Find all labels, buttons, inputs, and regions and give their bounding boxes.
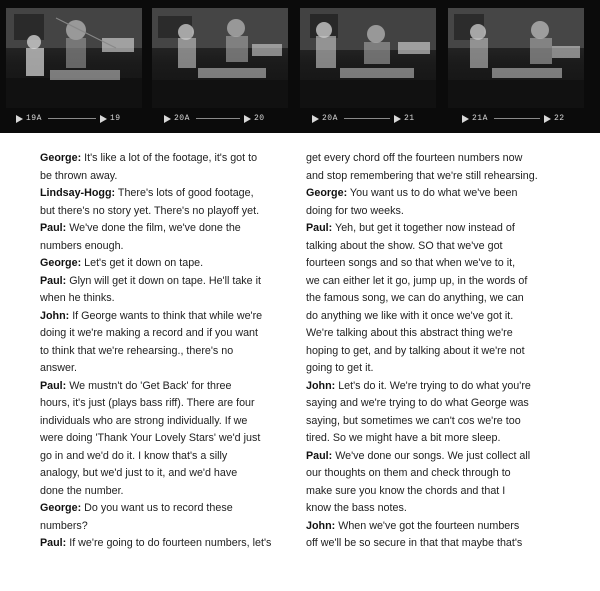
dialogue-text: doing it we're making a record and if you want — [40, 327, 259, 339]
dialogue-text: analogy, but we'd just to it, and we'd have — [40, 467, 238, 479]
dialogue-text: fourteen songs and so that when we've to it, — [306, 257, 516, 269]
transcript-line — [40, 413, 291, 431]
transcript-line — [40, 220, 291, 238]
transcript-line — [40, 378, 291, 396]
edge-label: 22 — [554, 114, 565, 123]
dialogue-text: were doing 'Thank Your Lovely Stars' we'd just — [40, 432, 261, 444]
transcript-line — [40, 483, 291, 501]
dialogue-text: We've done our songs. We just collect all — [332, 449, 531, 462]
dialogue-text: hours, it's just (plays bass riff). There are four — [40, 397, 255, 409]
transcript-line — [306, 308, 561, 326]
dialogue-text: tired. So we might have a bit more sleep. — [306, 432, 501, 444]
dialogue-text: There's lots of good footage, — [115, 187, 254, 199]
transcript-line — [40, 185, 291, 203]
edge-arrow-icon — [164, 115, 171, 123]
transcript-line — [306, 448, 561, 466]
speaker-name: John: — [40, 309, 70, 322]
transcript-line — [40, 273, 291, 291]
transcript-line — [40, 448, 291, 466]
transcript-line — [40, 150, 291, 168]
edge-arrow-icon — [100, 115, 107, 123]
transcript-line — [306, 430, 561, 448]
transcript-line — [306, 360, 561, 378]
transcript-line — [306, 168, 561, 186]
dialogue-text: answer. — [40, 362, 77, 374]
transcript-line — [306, 325, 561, 343]
edge-label: 21 — [404, 114, 415, 123]
transcript-left-column — [40, 150, 291, 553]
transcript-line — [40, 360, 291, 378]
transcript-line — [306, 185, 561, 203]
speaker-name: Paul: — [306, 449, 333, 462]
dialogue-text: going to get it. — [306, 362, 374, 374]
dialogue-text: If George wants to think that while we're — [69, 309, 263, 322]
dialogue-text: make sure you know the chords and that I — [306, 484, 506, 497]
transcript-line — [40, 395, 291, 413]
dialogue-text: go in and we'd do it. I know that's a silly — [40, 449, 228, 462]
dialogue-text: When we've got the fourteen numbers — [335, 519, 520, 532]
speaker-name: Paul: — [40, 222, 67, 234]
film-frame-4 — [448, 8, 584, 108]
transcript-line — [40, 500, 291, 518]
dialogue-text: It's like a lot of the footage, it's got to — [81, 152, 258, 164]
edge-tick — [48, 118, 96, 119]
dialogue-text: Glyn will get it down on tape. He'll take it — [66, 274, 261, 287]
dialogue-text: Let's do it. We're trying to do what you're — [335, 379, 531, 392]
edge-label: 20 — [254, 114, 265, 123]
transcript-line — [306, 413, 561, 431]
edge-arrow-icon — [544, 115, 551, 123]
dialogue-text: numbers enough. — [40, 239, 124, 252]
dialogue-text: We mustn't do 'Get Back' for three — [66, 379, 232, 392]
edge-arrow-icon — [394, 115, 401, 123]
edge-tick — [344, 118, 390, 119]
transcript-line — [40, 255, 291, 273]
transcript-line — [306, 518, 561, 536]
dialogue-text: the famous song, we can do anything, we can — [306, 292, 524, 304]
transcript-line — [306, 378, 561, 396]
speaker-name: George: — [40, 257, 82, 269]
edge-label: 19 — [110, 114, 121, 123]
dialogue-text: talking about the show. SO that we've got — [306, 239, 503, 252]
film-edge-markings — [0, 113, 600, 129]
transcript-line — [40, 430, 291, 448]
dialogue-text: saying and we're trying to do what George was — [306, 397, 529, 409]
transcript-line — [306, 273, 561, 291]
edge-tick — [494, 118, 540, 119]
film-frame-2 — [152, 8, 288, 108]
transcript-line — [306, 343, 561, 361]
edge-label: 20A — [174, 114, 190, 123]
transcript-line — [306, 255, 561, 273]
transcript-line — [40, 518, 291, 536]
dialogue-text: Let's get it down on tape. — [81, 257, 204, 269]
transcript-line — [306, 203, 561, 221]
transcript-line — [306, 483, 561, 501]
transcript-line — [306, 150, 561, 168]
speaker-name: Paul: — [306, 222, 333, 234]
speaker-name: Paul: — [40, 537, 67, 549]
dialogue-text: get every chord off the fourteen numbers now — [306, 152, 523, 164]
dialogue-text: We've done the film, we've done the — [66, 222, 241, 234]
edge-arrow-icon — [244, 115, 251, 123]
transcript-line — [40, 238, 291, 256]
dialogue-text: individuals who are strong individually. If we — [40, 414, 248, 427]
film-frame-3 — [300, 8, 436, 108]
dialogue-text: You want us to do what we've been — [347, 187, 518, 199]
dialogue-text: Do you want us to record these — [81, 502, 233, 514]
transcript-line — [306, 290, 561, 308]
edge-tick — [196, 118, 240, 119]
edge-arrow-icon — [462, 115, 469, 123]
dialogue-text: numbers? — [40, 519, 88, 532]
dialogue-text: If we're going to do fourteen numbers, let's — [66, 537, 272, 549]
dialogue-text: off we'll be so secure in that that maybe that's — [306, 537, 523, 549]
dialogue-text: do anything we like with it once we've got it. — [306, 309, 514, 322]
speaker-name: George: — [306, 187, 348, 199]
edge-label: 21A — [472, 114, 488, 123]
speaker-name: George: — [40, 152, 82, 164]
transcript-line — [306, 220, 561, 238]
dialogue-text: Yeh, but get it together now instead of — [332, 222, 515, 234]
speaker-name: John: — [306, 519, 336, 532]
edge-arrow-icon — [312, 115, 319, 123]
dialogue-text: hoping to get, and by talking about it we're not — [306, 344, 525, 357]
dialogue-text: done the number. — [40, 484, 124, 497]
transcript-line — [40, 343, 291, 361]
dialogue-text: doing for two weeks. — [306, 204, 404, 217]
transcript-right-column — [306, 150, 561, 553]
dialogue-text: we can either let it go, jump up, in the words of — [306, 274, 528, 287]
transcript-line — [40, 465, 291, 483]
transcript-line — [40, 325, 291, 343]
transcript-line — [40, 290, 291, 308]
dialogue-text: and stop remembering that we're still rehearsing. — [306, 169, 538, 182]
dialogue-text: be thrown away. — [40, 169, 118, 182]
speaker-name: Lindsay-Hogg: — [40, 187, 116, 199]
dialogue-text: to think that we're rehearsing., there's no — [40, 344, 234, 357]
dialogue-text: but there's no story yet. There's no playoff yet. — [40, 204, 260, 217]
transcript-line — [306, 500, 561, 518]
dialogue-text: saying, but sometimes we can't cos we're too — [306, 414, 521, 427]
transcript-line — [306, 535, 561, 553]
dialogue-text: our thoughts on them and check through to — [306, 467, 511, 479]
dialogue-text: when he thinks. — [40, 292, 115, 304]
transcript-line — [40, 535, 291, 553]
transcript-line — [40, 168, 291, 186]
film-frame-1 — [6, 8, 142, 108]
speaker-name: Paul: — [40, 274, 67, 287]
film-contact-strip — [0, 0, 600, 133]
transcript-line — [306, 465, 561, 483]
transcript-line — [40, 308, 291, 326]
speaker-name: George: — [40, 502, 82, 514]
speaker-name: John: — [306, 379, 336, 392]
edge-label: 20A — [322, 114, 338, 123]
transcript-line — [306, 238, 561, 256]
edge-arrow-icon — [16, 115, 23, 123]
transcript-line — [40, 203, 291, 221]
speaker-name: Paul: — [40, 379, 67, 392]
dialogue-text: We're talking about this abstract thing we're — [306, 327, 513, 339]
dialogue-text: know the bass notes. — [306, 502, 407, 514]
edge-label: 19A — [26, 114, 42, 123]
transcript-line — [306, 395, 561, 413]
